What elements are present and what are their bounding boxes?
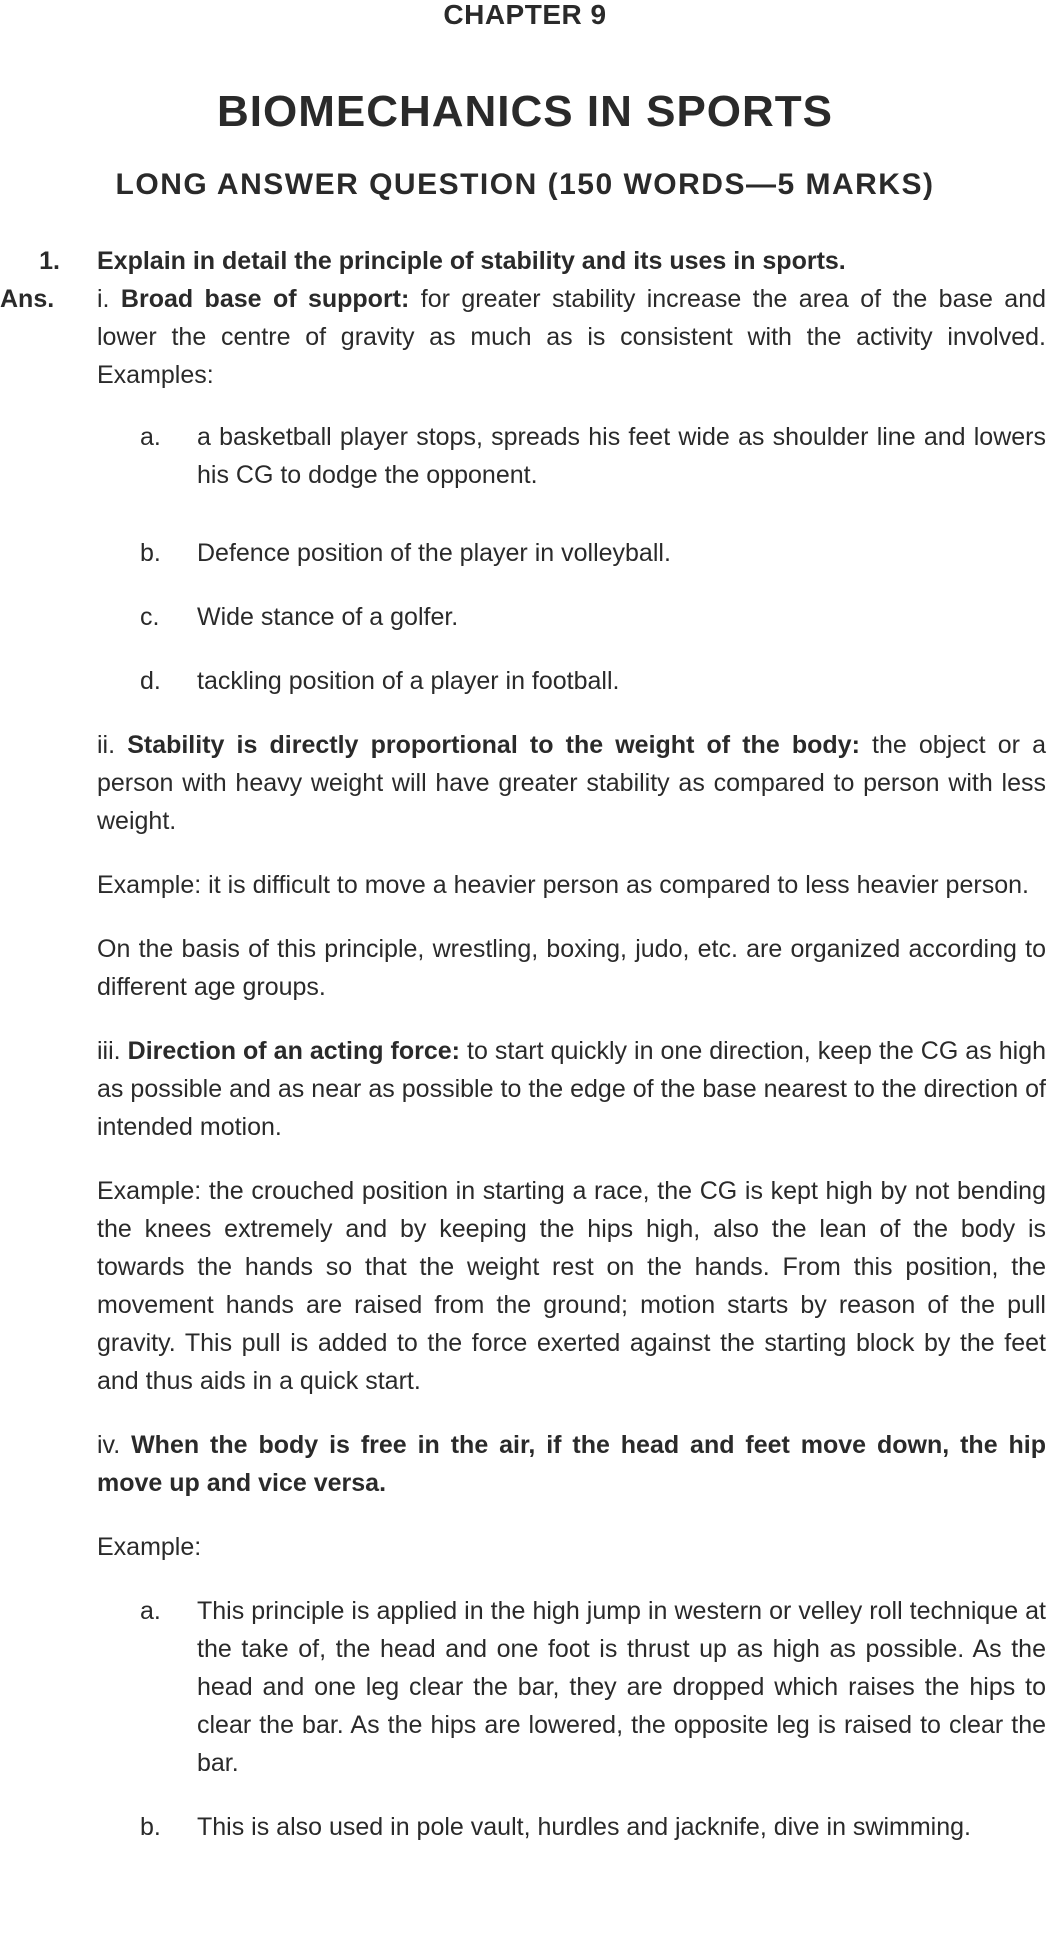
roman-numeral: i. [97,285,110,313]
paragraph-text [97,1032,1046,1146]
section-heading: LONG ANSWER QUESTION (150 WORDS—5 MARKS) [115,168,935,201]
paragraph-body: the object or a person with heavy weight will have greater stability as compared to person with less weight. [97,731,1046,835]
paragraph-body: for greater stability increase the area of the base and lower the centre of gravity as much as is consistent with the activity involved. Examples: [97,285,1046,389]
paragraph-text [97,1426,1046,1502]
page-title: BIOMECHANICS IN SPORTS [216,87,834,136]
list-letter: d. [140,667,161,695]
chapter-label: CHAPTER 9 [443,0,607,30]
paragraph-text: On the basis of this principle, wrestling, boxing, judo, etc. are organized according to different age groups. [97,935,1046,1001]
list-text: This principle is applied in the high jump in western or velley roll technique at the take of, the head and one foot is thrust up as high as possible. As the head and one leg clear the bar, they are dropped which raises the hips to clear the bar. As the hips are lowered, the opposite leg is raised to clear the bar. [197,1597,1046,1777]
list-item [140,1592,1050,1782]
list-letter: b. [140,539,161,567]
list-item [140,598,1050,636]
paragraph-heading: Direction of an acting force: [127,1037,460,1065]
list-letter: b. [140,1813,161,1841]
document-body [0,242,1050,1846]
list-text: Wide stance of a golfer. [197,603,459,631]
list-item [140,418,1050,494]
list-letter: c. [140,603,160,631]
list-item [140,662,1050,700]
question-number: 1. [39,247,60,275]
answer-p4 [0,1426,1050,1502]
list-text: a basketball player stops, spreads his feet wide as shoulder line and lowers his CG to dodge the opponent. [197,423,1046,489]
list-text: Defence position of the player in volleyball. [197,539,671,567]
paragraph-text [97,726,1046,840]
list-text: tackling position of a player in football. [197,667,620,695]
question-row [0,242,1050,280]
example-label: Example: [97,1533,202,1561]
answer-label: Ans. [0,285,55,313]
list-item [140,534,1050,572]
question-text: Explain in detail the principle of stability and its uses in sports. [97,247,846,275]
answer-p2 [0,726,1050,840]
paragraph-text [97,280,1046,394]
roman-numeral: iii. [97,1037,121,1065]
paragraph-heading: Broad base of support: [120,285,410,313]
paragraph-heading: When the body is free in the air, if the head and feet move down, the hip move up and vice versa. [97,1431,1046,1497]
example-text: Example: it is difficult to move a heavier person as compared to less heavier person. [97,871,1029,899]
paragraph-body: to start quickly in one direction, keep the CG as high as possible and as near as possible to the edge of the base nearest to the direction of intended motion. [97,1037,1047,1141]
roman-numeral: iv. [97,1431,121,1459]
answer-p1 [0,280,1050,394]
paragraph-heading: Stability is directly proportional to the weight of the body: [127,731,860,759]
list-letter: a. [140,423,161,451]
example-text: Example: the crouched position in starting a race, the CG is kept high by not bending the knees extremely and by keeping the hips high, also the lean of the body is towards the hands so that the weight rest on the hands. From this position, the movement hands are raised from the ground; motion starts by reason of the pull gravity. This pull is added to the force exerted against the starting block by the feet and thus aids in a quick start. [97,1177,1046,1395]
list-item [140,1808,1050,1846]
list-letter: a. [140,1597,161,1625]
answer-p3 [0,1032,1050,1146]
roman-numeral: ii. [97,731,116,759]
list-text: This is also used in pole vault, hurdles and jacknife, dive in swimming. [197,1813,971,1841]
